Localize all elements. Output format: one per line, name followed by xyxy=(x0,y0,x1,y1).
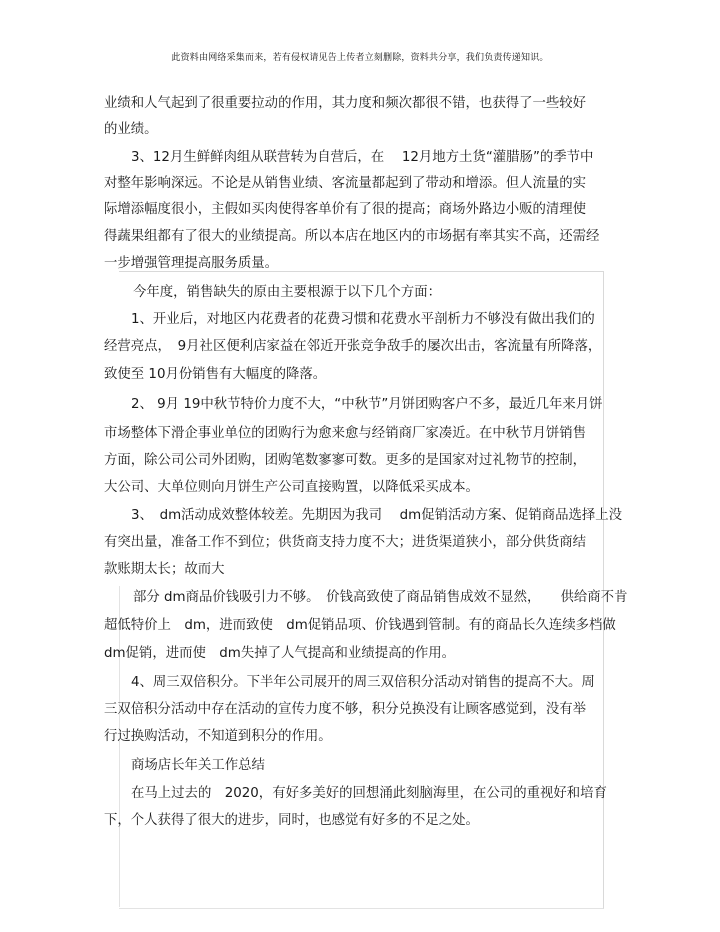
text-line: 2、 9月 19中秋节特价力度不大，“中秋节”月饼团购客户不多，最近几年来月饼 xyxy=(131,397,603,412)
text-line: 下，个人获得了很大的进步，同时，也感觉有好多的不足之处。 xyxy=(104,813,479,828)
text-line: 款账期太长；故而大 xyxy=(104,562,225,577)
text-line: 方面，除公司公司外团购，团购笔数寥寥可数。更多的是国家对过礼物节的控制， xyxy=(104,453,587,468)
text-line: 一步增强管理提高服务质量。 xyxy=(104,256,279,271)
text-line: 对整年影响深远。不论是从销售业绩、客流量都起到了带动和增添。但人流量的实 xyxy=(104,176,587,191)
text-line: 超低特价上 dm，进而致使 dm促销品项、价钱遇到管制。有的商品长久连续多档做 xyxy=(104,618,616,633)
text-line: 业绩和人气起到了很重要拉动的作用，其力度和频次都很不错，也获得了一些较好 xyxy=(104,96,587,111)
text-line: 的业绩。 xyxy=(104,122,158,137)
text-line: 际增添幅度很小，主假如买肉使得客单价有了很的提高；商场外路边小贩的清理使 xyxy=(104,202,587,217)
text-line: 3、 dm活动成效整体较差。先期因为我司 dm促销活动方案、促销商品选择上没 xyxy=(131,508,623,523)
text-line: 致使至 10月份销售有大幅度的降落。 xyxy=(104,367,327,382)
text-line: 得蔬果组都有了很大的业绩提高。所以本店在地区内的市场据有率其实不高，还需经 xyxy=(104,229,600,244)
text-line: dm促销，进而使 dm失掉了人气提高和业绩提高的作用。 xyxy=(104,646,456,661)
text-line: 市场整体下滑企事业单位的团购行为愈来愈与经销商厂家凑近。在中秋节月饼销售 xyxy=(104,426,587,441)
text-line: 行过换购活动，不知道到积分的作用。 xyxy=(104,729,332,744)
text-line: 在马上过去的 2020，有好多美好的回想涌此刻脑海里，在公司的重视好和培育 xyxy=(131,786,607,801)
text-line: 大公司、大单位则向月饼生产公司直接购置，以降低采买成本。 xyxy=(104,480,479,495)
text-line: 三双倍积分活动中存在活动的宣传力度不够，积分兑换没有让顾客感觉到，没有举 xyxy=(104,702,587,717)
text-line: 1、开业后，对地区内花费者的花费习惯和花费水平剖析力不够没有做出我们的 xyxy=(131,312,595,327)
section-title: 商场店长年关工作总结 xyxy=(131,758,265,773)
text-line: 4、周三双倍积分。下半年公司展开的周三双倍积分活动对销售的提高不大。周 xyxy=(131,675,595,690)
header-notice: 此资料由网络采集而来，若有侵权请见告上传者立刻删除，资料共分享，我们负责传递知识。 xyxy=(171,53,549,63)
text-line: 3、12月生鲜鲜肉组从联营转为自营后，在 12月地方土货“灌腊肠”的季节中 xyxy=(131,150,594,165)
text-line: 今年度，销售缺失的原由主要根源于以下几个方面： xyxy=(133,285,441,300)
text-line: 部分 dm商品价钱吸引力不够。 价钱高致使了商品销售成效不显然， 供给商不肯 xyxy=(133,590,628,605)
text-line: 有突出量，准备工作不到位；供货商支持力度不大；进货渠道狭小，部分供货商结 xyxy=(104,535,587,550)
text-line: 经营亮点， 9月社区便利店家益在邻近开张竞争敌手的屡次出击，客流量有所降落， xyxy=(104,339,602,354)
